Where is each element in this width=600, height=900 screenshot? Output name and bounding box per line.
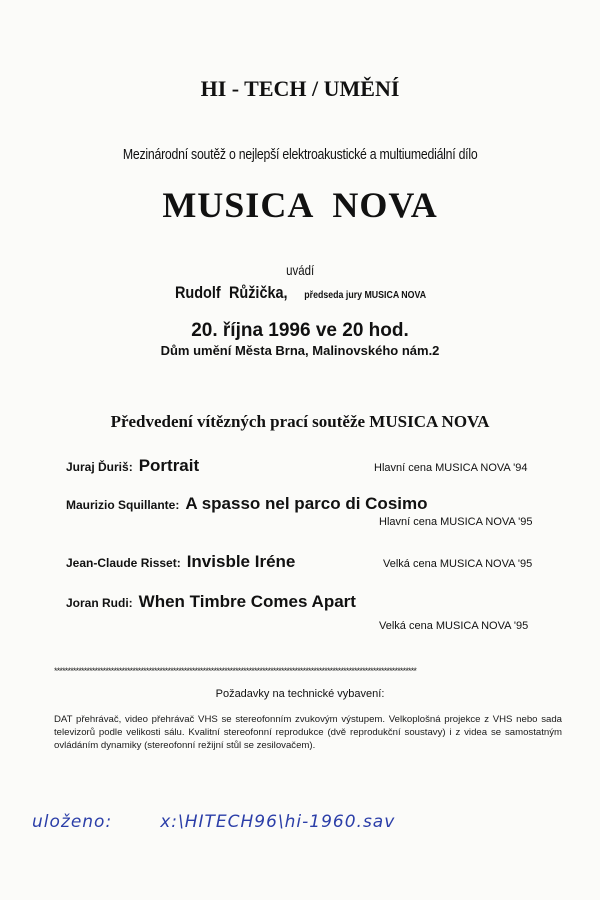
handwritten-note — [32, 812, 395, 832]
handwritten-label: uloženo: — [32, 812, 113, 832]
work-prize: Hlavní cena MUSICA NOVA '94 — [374, 462, 528, 474]
work-title: Invisble Iréne — [186, 552, 296, 571]
work-prize: Velká cena MUSICA NOVA '95 — [379, 620, 529, 632]
work-row — [66, 494, 428, 514]
work-prize: Hlavní cena MUSICA NOVA '95 — [379, 516, 533, 528]
competition-subtitle-text: Mezinárodní soutěž o nejlepší elektroakustické a multiumediální dílo — [122, 146, 478, 163]
competition-subtitle — [0, 146, 600, 163]
separator-stars: ************************************************************************************************************************************** — [54, 666, 417, 676]
main-title: MUSICA NOVA — [162, 185, 438, 225]
handwritten-path: x:\HITECH96\hi-1960.sav — [160, 812, 396, 832]
work-row — [66, 592, 356, 612]
work-title: A spasso nel parco di Cosimo — [185, 494, 428, 513]
section-title: Předvedení vítězných prací soutěže MUSICA NOVA — [110, 412, 490, 431]
composer-name: Jean-Claude Risset: — [66, 556, 181, 570]
work-title: When Timbre Comes Apart — [138, 592, 356, 611]
document-header: HI - TECH / UMĚNÍ — [200, 76, 400, 101]
event-venue: Dům umění Města Brna, Malinovského nám.2 — [160, 343, 440, 358]
requirements-body: DAT přehrávač, video přehrávač VHS se stereofonním zvukovým výstupem. Velkoplošná projekce z VHS nebo sada televizorů podle velikosti sálu. Kvalitní stereofonní reprodukce (dvě reprodukční soustavy) i z videa se samostatným ovládáním dynamiky (stereofonní režijní stůl se zesilovačem). — [54, 714, 562, 751]
work-prize: Velká cena MUSICA NOVA '95 — [383, 558, 533, 570]
presenter-line — [0, 283, 600, 303]
composer-name: Juraj Ďuriš: — [66, 460, 133, 474]
presenter-role: předseda jury MUSICA NOVA — [304, 290, 427, 301]
work-row — [66, 456, 199, 476]
presents-text: uvádí — [285, 262, 315, 278]
presents-label — [0, 262, 600, 278]
work-title: Portrait — [138, 456, 200, 475]
event-date: 20. října 1996 ve 20 hod. — [191, 320, 409, 341]
work-row — [66, 552, 295, 572]
requirements-title: Požadavky na technické vybavení: — [215, 688, 385, 700]
composer-name: Maurizio Squillante: — [66, 498, 180, 512]
presenter-name: Rudolf Růžička, — [175, 283, 288, 302]
composer-name: Joran Rudi: — [66, 596, 133, 610]
